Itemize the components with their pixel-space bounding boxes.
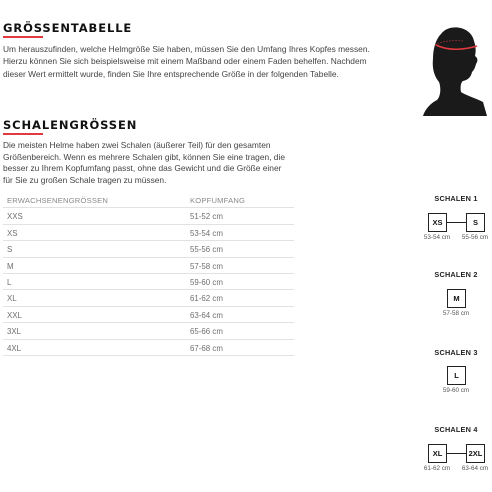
title-underline (3, 133, 43, 135)
circumference-cell: 51-52 cm (190, 212, 223, 222)
table-row (3, 290, 294, 306)
head-measurement-icon (423, 24, 487, 116)
header-adult-sizes: ERWACHSENENGRÖSSEN (7, 196, 109, 205)
shell-size-box: XL (428, 444, 447, 463)
size-cell: XL (7, 294, 17, 304)
shell-size-box: S (466, 213, 485, 232)
size-chart-intro: Um herauszufinden, welche Helmgröße Sie haben, müssen Sie den Umfang Ihres Kopfes messen. Hierzu können Sie sich beispielsweise mit einem Maßband oder einem Faden behelfen. Nachdem dieser Wert ermittelt wurde, finden Sie Ihre entsprechende Größe in der folgenden Tabelle. (3, 44, 370, 79)
shell-group-title: SCHALEN 3 (434, 348, 478, 357)
shell-size-box: M (447, 289, 466, 308)
shell-size-box: 2XL (466, 444, 485, 463)
size-cell: L (7, 277, 12, 287)
circumference-cell: 65-66 cm (190, 327, 223, 337)
shell-group-title: SCHALEN 4 (434, 425, 478, 434)
header-head-circumference: KOPFUMFANG (190, 196, 246, 205)
size-cell: XS (7, 228, 18, 238)
shell-size-range: 55-56 cm (461, 234, 489, 241)
size-cell: M (7, 261, 14, 271)
title-underline (3, 36, 43, 38)
shell-size-range: 61-62 cm (423, 465, 451, 472)
shell-group-title: SCHALEN 2 (434, 270, 478, 279)
circumference-cell: 61-62 cm (190, 294, 223, 304)
table-row (3, 258, 294, 274)
shell-group-title: SCHALEN 1 (434, 194, 478, 203)
size-table (3, 192, 294, 356)
size-cell: XXS (7, 212, 23, 222)
shell-size-range: 57-58 cm (442, 310, 470, 317)
table-row (3, 340, 294, 356)
circumference-cell: 53-54 cm (190, 228, 223, 238)
size-cell: 3XL (7, 327, 22, 337)
size-cell: S (7, 245, 13, 255)
circumference-cell: 63-64 cm (190, 310, 223, 320)
table-row (3, 208, 294, 224)
shell-size-box: XS (428, 213, 447, 232)
circumference-cell: 59-60 cm (190, 277, 223, 287)
table-row (3, 225, 294, 241)
size-chart-title: GRÖSSENTABELLE (3, 21, 133, 35)
table-header (3, 192, 294, 208)
table-row (3, 274, 294, 290)
circumference-cell: 57-58 cm (190, 261, 223, 271)
shell-size-range: 59-60 cm (442, 387, 470, 394)
shell-sizes-text: Die meisten Helme haben zwei Schalen (äußerer Teil) für den gesamten Größenbereich. Wenn es mehrere Schalen gibt, können Sie eine tragen, die besser zu Ihrem Kopfumfang passt, ohne das Gewicht und die Größe einer für Sie zu großen Schale tragen zu müssen. (3, 140, 285, 185)
shell-sizes-title: SCHALENGRÖSSEN (3, 118, 138, 132)
shell-size-range: 63-64 cm (461, 465, 489, 472)
circumference-cell: 55-56 cm (190, 245, 223, 255)
table-row (3, 241, 294, 257)
size-cell: XXL (7, 310, 22, 320)
circumference-cell: 67-68 cm (190, 343, 223, 353)
shell-size-box: L (447, 366, 466, 385)
table-row (3, 323, 294, 339)
size-cell: 4XL (7, 343, 22, 353)
shell-size-range: 53-54 cm (423, 234, 451, 241)
table-row (3, 307, 294, 323)
